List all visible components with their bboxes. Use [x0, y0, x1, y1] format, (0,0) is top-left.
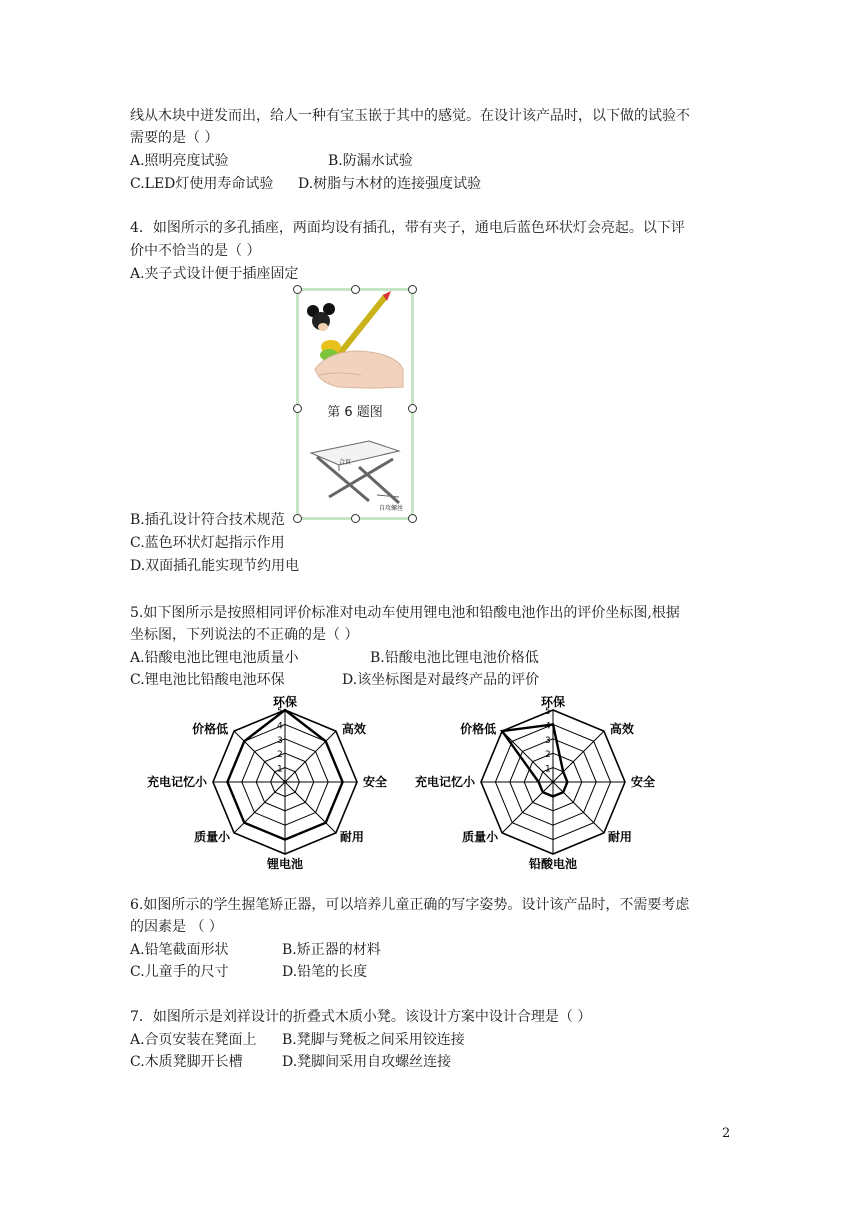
q6-option-d: D.铅笔的长度 [282, 964, 368, 980]
q4-option-a: A.夹子式设计便于插座固定 [130, 266, 299, 282]
radar-axis-label: 耐用 [339, 829, 364, 844]
radar-tick-label: 4 [545, 721, 551, 732]
q7-option-b: B.凳脚与凳板之间采用铰连接 [282, 1032, 465, 1048]
q3-stem-line2: 需要的是（ ） [130, 130, 219, 146]
page-number: 2 [722, 1126, 731, 1141]
q3-option-a: A.照明亮度试验 [130, 153, 229, 169]
radar-axis-label: 锂电池 [266, 857, 304, 871]
q6-option-c: C.儿童手的尺寸 [130, 964, 229, 980]
radar-axis-label: 耐用 [607, 829, 632, 844]
stool-label-screw: 自攻螺丝 [379, 505, 404, 512]
radar-axis-label: 质量小 [194, 829, 231, 844]
q5-option-a: A.铅酸电池比锂电池质量小 [130, 650, 299, 666]
radar-axis-label: 安全 [631, 775, 656, 789]
radar-axis-label: 高效 [341, 722, 366, 737]
q6-option-b: B.矫正器的材料 [282, 942, 381, 958]
figure-6-image-frame[interactable] [296, 288, 414, 520]
radar-axis-label: 价格低 [192, 722, 229, 737]
q4-option-c: C.蓝色环状灯起指示作用 [130, 535, 285, 551]
radar-chart-lead-acid [408, 690, 678, 890]
radar-axis-label: 安全 [363, 775, 388, 789]
radar-axis-label: 价格低 [460, 722, 497, 737]
q4-option-d: D.双面插孔能实现节约用电 [130, 558, 300, 574]
radar-tick-label: 3 [277, 735, 283, 746]
radar-axis-label: 充电记忆小 [146, 775, 207, 789]
q6-stem-line2: 的因素是 （ ） [130, 919, 223, 935]
q5-stem-line2: 坐标图，下列说法的不正确的是（ ） [130, 627, 359, 643]
q7-option-a: A.合页安装在凳面上 [130, 1032, 257, 1048]
radar-tick-label: 1 [277, 764, 283, 775]
radar-tick-label: 5 [545, 707, 551, 717]
stool-label-hinge: 合页 [339, 459, 352, 466]
radar-axis-label: 充电记忆小 [414, 775, 475, 789]
radar-axis-label: 环保 [540, 695, 566, 709]
radar-axis-label: 质量小 [462, 829, 499, 844]
q5-option-d: D.该坐标图是对最终产品的评价 [342, 672, 540, 688]
q4-stem-line2: 价中不恰当的是（ ） [130, 243, 261, 259]
q5-option-b: B.铅酸电池比锂电池价格低 [370, 650, 539, 666]
radar-axis-label: 高效 [609, 722, 634, 737]
q7-stem-line1: 7．如图所示是刘祥设计的折叠式木质小凳。该设计方案中设计合理是（ ） [130, 1009, 592, 1025]
q6-stem-line1: 6.如图所示的学生握笔矫正器，可以培养儿童正确的写字姿势。设计该产品时，不需要考虑 [130, 897, 690, 913]
q3-option-d: D.树脂与木材的连接强度试验 [298, 176, 482, 192]
q3-option-b: B.防漏水试验 [328, 153, 413, 169]
radar-tick-label: 3 [545, 735, 551, 746]
radar-tick-label: 1 [545, 764, 551, 775]
q4-stem-line1: 4．如图所示的多孔插座，两面均设有插孔，带有夹子，通电后蓝色环状灯会亮起。以下评 [130, 220, 685, 236]
q3-option-c: C.LED灯使用寿命试验 [130, 176, 274, 192]
radar-tick-label: 5 [277, 707, 283, 717]
q3-stem-line1: 线从木块中迸发而出，给人一种有宝玉嵌于其中的感觉。在设计该产品时，以下做的试验不 [130, 108, 690, 124]
q5-option-c: C.锂电池比铅酸电池环保 [130, 672, 285, 688]
radar-tick-label: 2 [277, 750, 283, 761]
q4-option-b: B.插孔设计符合技术规范 [130, 512, 285, 528]
q7-option-c: C.木质凳脚开长槽 [130, 1054, 243, 1070]
radar-tick-label: 4 [277, 721, 283, 732]
radar-tick-label: 2 [545, 750, 551, 761]
radar-axis-label: 铅酸电池 [528, 857, 578, 871]
figure-6-caption: 第 6 题图 [327, 405, 383, 420]
q6-option-a: A.铅笔截面形状 [130, 942, 229, 958]
q7-option-d: D.凳脚间采用自攻螺丝连接 [282, 1054, 452, 1070]
radar-axis-label: 环保 [272, 695, 298, 709]
q5-stem-line1: 5.如下图所示是按照相同评价标准对电动车使用锂电池和铅酸电池作出的评价坐标图,根据 [130, 605, 680, 621]
radar-chart-lithium [140, 690, 410, 890]
